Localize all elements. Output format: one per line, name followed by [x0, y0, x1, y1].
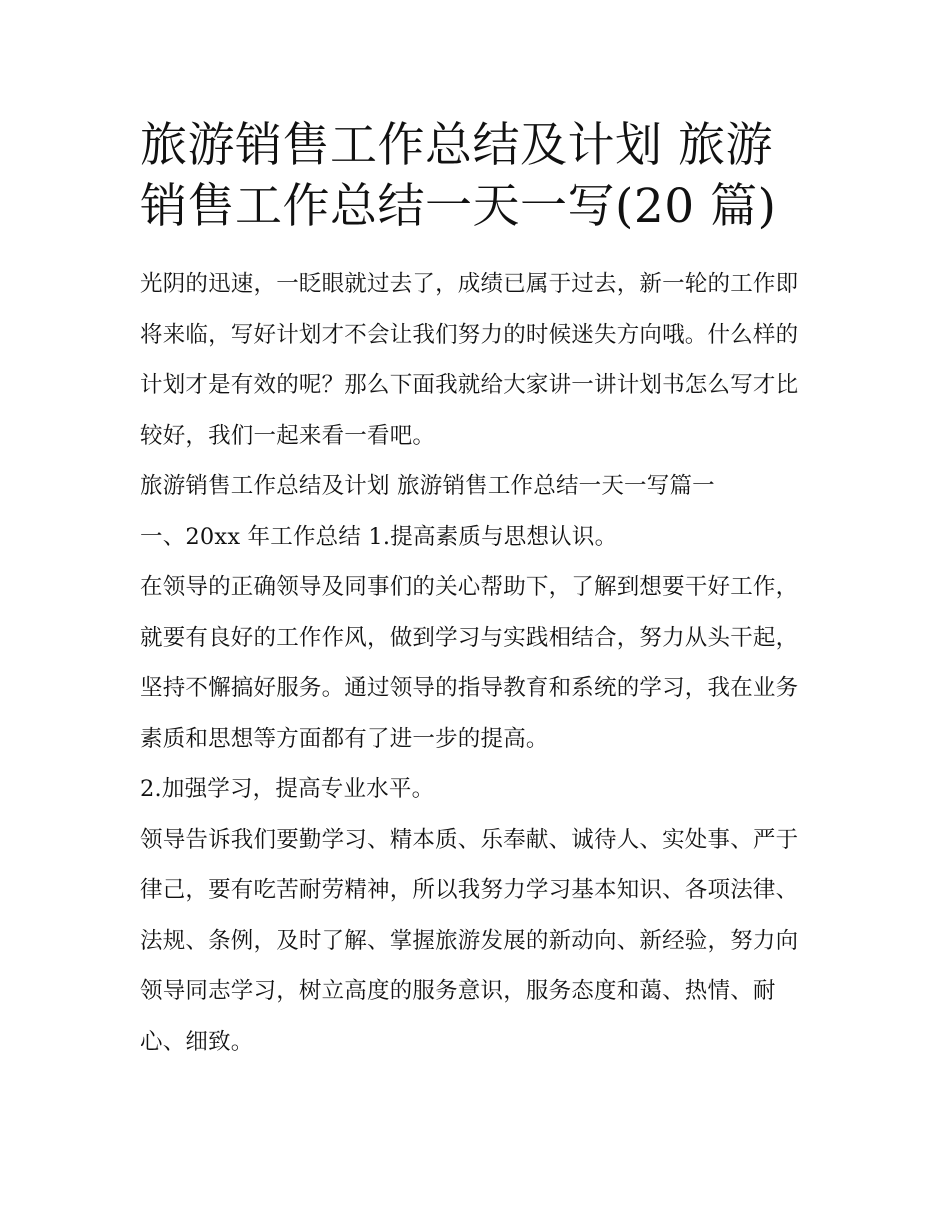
body-paragraph-2: 领导告诉我们要勤学习、精本质、乐奉献、诚待人、实处事、严于律己，要有吃苦耐劳精神，所以我努力学习基本知识、各项法律、法规、条例，及时了解、掌握旅游发展的新动向、新经验，努力向领导同志学习，树立高度的服务意识，服务态度和蔼、热情、耐心、细致。 — [140, 826, 799, 1055]
subsection-heading-1: 一、20xx 年工作总结 1.提高素质与思想认识。 — [140, 523, 618, 550]
document-page — [140, 115, 815, 1067]
body-paragraph-1: 在领导的正确领导及同事们的关心帮助下，了解到想要干好工作，就要有良好的工作作风，做到学习与实践相结合，努力从头干起，坚持不懈搞好服务。通过领导的指导教育和系统的学习，我在业务素质和思想等方面都有了进一步的提高。 — [140, 574, 799, 752]
document-title: 旅游销售工作总结及计划 旅游 销售工作总结一天一写(20 篇) — [140, 118, 777, 234]
section-heading: 旅游销售工作总结及计划 旅游销售工作总结一天一写篇一 — [140, 473, 715, 499]
intro-paragraph: 光阴的迅速，一眨眼就过去了，成绩已属于过去，新一轮的工作即将来临，写好计划才不会让我们努力的时候迷失方向哦。什么样的计划才是有效的呢？那么下面我就给大家讲一讲计划书怎么写才比较好，我们一起来看一看吧。 — [140, 271, 799, 449]
subsection-heading-2: 2.加强学习，提高专业水平。 — [140, 776, 435, 802]
